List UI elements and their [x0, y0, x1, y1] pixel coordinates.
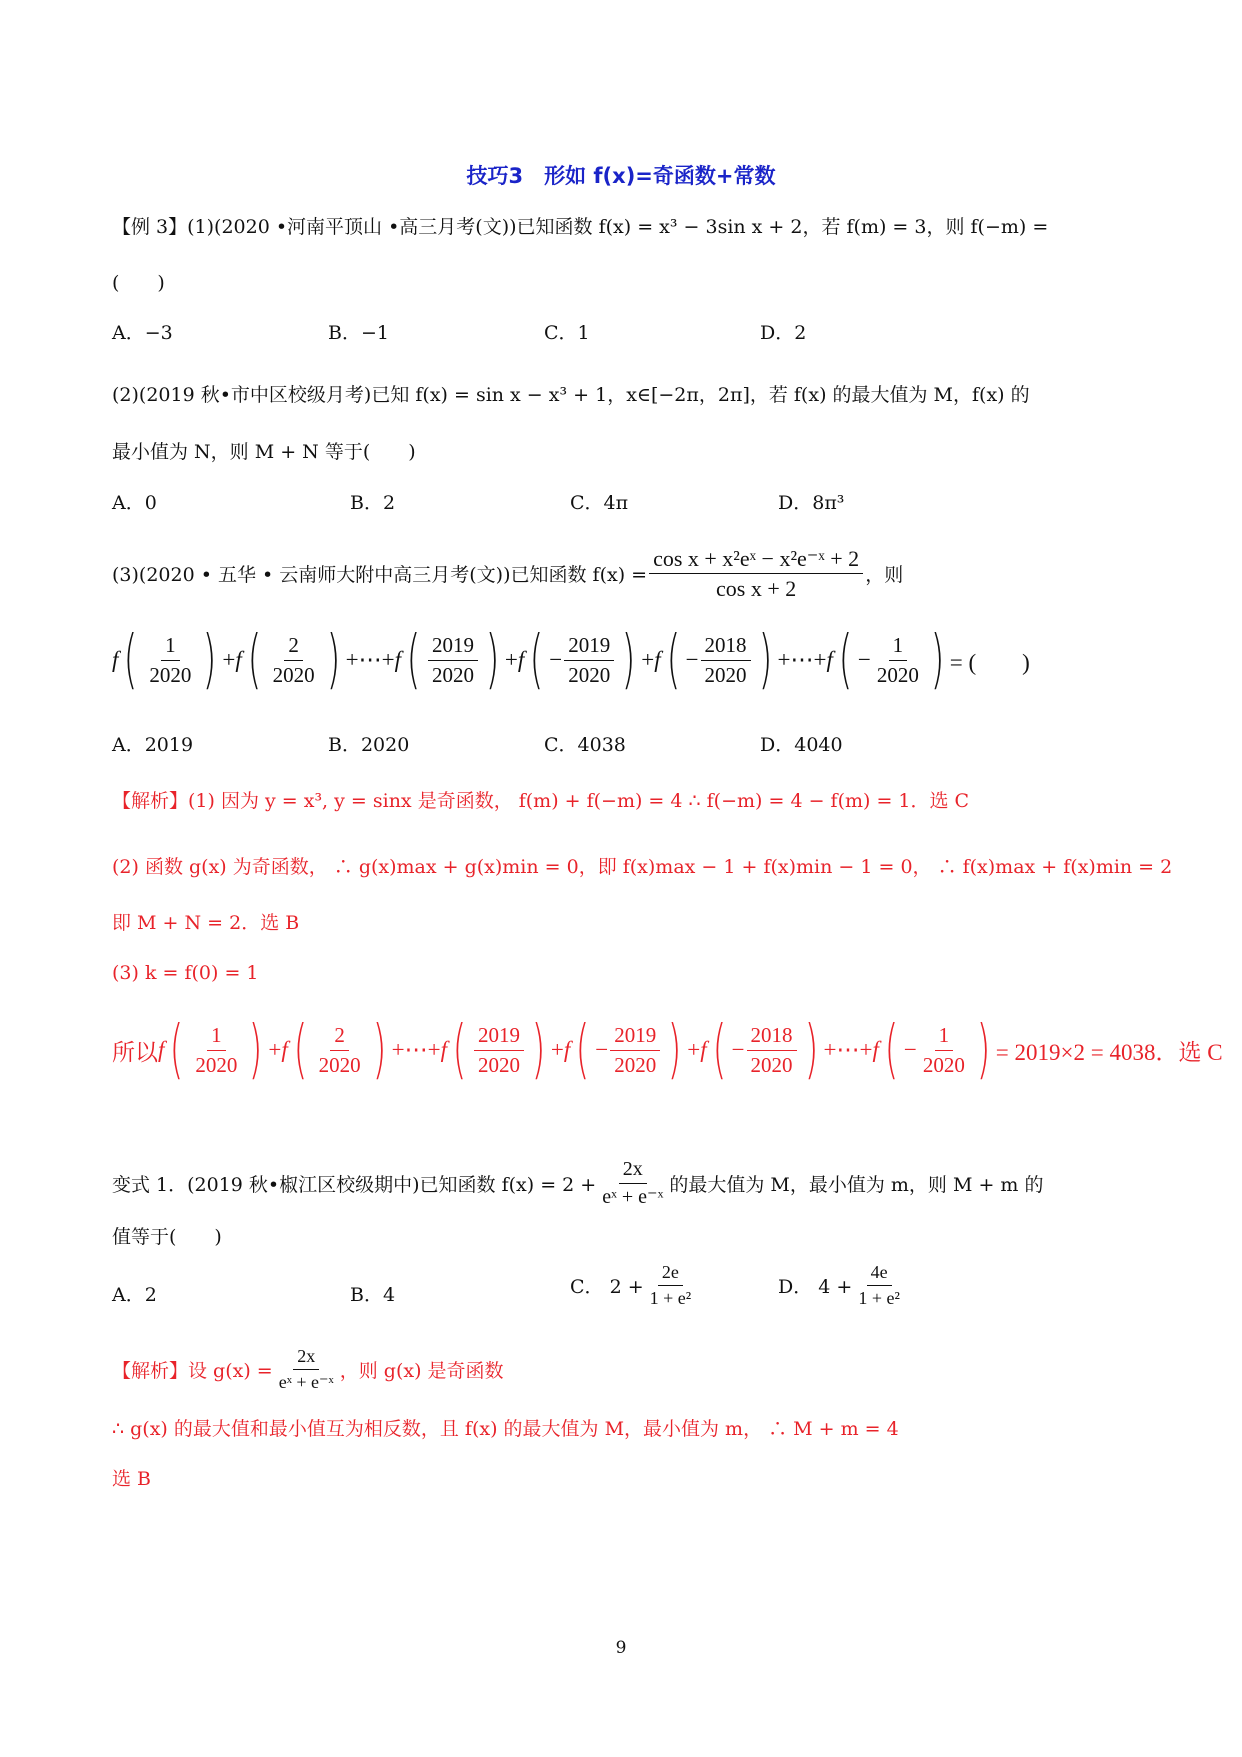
sum-term-denominator: 2020	[750, 1052, 793, 1077]
sum-term-sign: −	[685, 647, 699, 672]
sum-operator: +⋯+	[777, 647, 827, 672]
variant1-line2: 值等于( )	[112, 1226, 222, 1248]
variant1-option-c-prefix: C． 2 +	[570, 1275, 644, 1298]
sum-term-fraction	[191, 1023, 241, 1076]
q3-line1	[112, 546, 903, 602]
sum-term-fraction	[269, 633, 319, 686]
solution-3-line1: (3) k = f(0) = 1	[112, 962, 259, 984]
sum-term-numerator: 2019	[610, 1023, 660, 1050]
left-paren: (	[712, 1013, 726, 1087]
page-number: 9	[615, 1638, 627, 1658]
q3-fraction-denominator: cos x + 2	[716, 576, 797, 602]
sum-function-f: f	[112, 647, 119, 672]
variant1-option-d-numerator: 4e	[867, 1262, 892, 1286]
variant1-solution-line1	[112, 1346, 504, 1392]
right-paren: )	[758, 623, 772, 697]
left-paren: (	[884, 1013, 899, 1087]
sum-term-fraction	[610, 1023, 660, 1076]
variant1-solution-line2: ∴ g(x) 的最大值和最小值互为相反数，且 f(x) 的最大值为 M，最小值为 m， ∴ M + m = 4	[112, 1418, 899, 1440]
right-paren: )	[976, 1013, 991, 1087]
sum-function-f: f	[563, 1037, 571, 1062]
sum-term-fraction	[474, 1023, 524, 1076]
sum-term-numerator: 1	[207, 1023, 226, 1050]
variant1-fraction	[598, 1158, 667, 1209]
left-paren: (	[406, 623, 421, 697]
variant1-option-c-fraction	[646, 1262, 696, 1308]
sum-term-numerator: 1	[935, 1023, 954, 1050]
q2-line1: (2)(2019 秋•市中区校级月考)已知 f(x) = sin x − x³ + 1，x∈[−2π，2π]，若 f(x) 的最大值为 M，f(x) 的	[112, 384, 1030, 406]
q3-fraction-numerator: cos x + x²eˣ − x²e⁻ˣ + 2	[649, 546, 863, 574]
variant1-option-c-denominator: 1 + e²	[649, 1287, 692, 1308]
variant1-option-d-fraction	[854, 1262, 904, 1308]
sum-term-sign: −	[903, 1037, 917, 1062]
q2-option-d: D．8π³	[778, 492, 845, 514]
example3-answer-paren: ( )	[112, 272, 165, 294]
solution-3-sum	[112, 1013, 1223, 1087]
q3-option-b: B．2020	[328, 734, 410, 756]
variant1-fraction-numerator: 2x	[619, 1158, 647, 1184]
q3-fraction	[649, 546, 863, 602]
variant1-option-d-denominator: 1 + e²	[858, 1287, 900, 1308]
sum-function-f: f	[700, 1037, 707, 1062]
right-paren: )	[202, 623, 217, 697]
q3-option-a: A．2019	[112, 734, 194, 756]
sum-function-f: f	[394, 647, 401, 672]
sum-term-fraction	[919, 1023, 969, 1076]
sum-term-sign: −	[549, 647, 563, 672]
sum-operator: +⋯+	[823, 1037, 873, 1062]
sum-term-numerator: 2019	[564, 633, 614, 660]
solution-2-line1: (2) 函数 g(x) 为奇函数， ∴ g(x)max + g(x)min = 0，即 f(x)max − 1 + f(x)min − 1 = 0， ∴ f(x)max + f(x)min = 2	[112, 856, 1173, 878]
right-paren: )	[531, 1013, 546, 1087]
sum-operator: +	[504, 647, 518, 672]
sum-term-numerator: 2	[330, 1023, 349, 1050]
sum-term-denominator: 2020	[318, 1052, 361, 1077]
solution-1: 【解析】(1) 因为 y = x³, y = sinx 是奇函数， f(m) + f(−m) = 4 ∴ f(−m) = 4 − f(m) = 1．选 C	[112, 790, 970, 812]
sum-tail: = ( )	[949, 649, 1030, 675]
sum-prefix: 所以	[112, 1039, 158, 1065]
sum-function-f: f	[654, 647, 661, 672]
right-paren: )	[485, 623, 500, 697]
sum-term-denominator: 2020	[614, 1052, 657, 1077]
sum-term-sign: −	[595, 1037, 609, 1062]
right-paren: )	[326, 623, 341, 697]
q2-option-a: A．0	[112, 492, 157, 514]
sum-term-fraction	[747, 1023, 797, 1076]
q3-prefix: (3)(2020 • 五华 • 云南师大附中高三月考(文))已知函数 f(x) =	[112, 564, 648, 587]
sum-term-numerator: 2019	[474, 1023, 524, 1050]
sum-term-fraction	[873, 633, 923, 686]
variant1-option-c	[570, 1262, 697, 1308]
variant1-solution-suffix: ，则 g(x) 是奇函数	[339, 1359, 504, 1382]
sum-function-f: f	[281, 1037, 288, 1062]
right-paren: )	[248, 1013, 263, 1087]
sum-operator: +⋯+	[345, 647, 395, 672]
left-paren: (	[247, 623, 262, 697]
sum-term-denominator: 2020	[568, 662, 611, 687]
sum-term-numerator: 1	[889, 633, 908, 660]
sum-term-fraction	[428, 633, 478, 686]
sum-term-fraction	[315, 1023, 365, 1076]
variant1-prefix: 变式 1．(2019 秋•椒江区校级期中)已知函数 f(x) = 2 +	[112, 1174, 597, 1196]
variant1-solution-numerator: 2x	[293, 1346, 319, 1370]
q1-option-b: B．−1	[328, 322, 389, 344]
variant1-solution-prefix: 【解析】设 g(x) =	[112, 1359, 273, 1382]
left-paren: (	[293, 1013, 308, 1087]
variant1-solution-line3: 选 B	[112, 1468, 152, 1490]
q3-suffix: ，则	[865, 564, 904, 587]
sum-operator: +⋯+	[391, 1037, 441, 1062]
right-paren: )	[372, 1013, 387, 1087]
q3-option-c: C．4038	[544, 734, 626, 756]
sum-function-f: f	[517, 647, 525, 672]
sum-term-sign: −	[857, 647, 871, 672]
left-paren: (	[170, 1013, 184, 1087]
sum-operator: +	[687, 1037, 701, 1062]
sum-operator: +	[222, 647, 236, 672]
variant1-option-d	[778, 1262, 906, 1308]
sum-term-numerator: 2018	[701, 633, 751, 660]
sum-term-denominator: 2020	[431, 662, 474, 687]
sum-term-denominator: 2020	[704, 662, 747, 687]
sum-function-f: f	[235, 647, 242, 672]
variant1-solution-denominator: eˣ + e⁻ˣ	[278, 1371, 334, 1392]
q2-option-b: B．2	[350, 492, 396, 514]
sum-function-f: f	[872, 1037, 879, 1062]
left-paren: (	[575, 1013, 590, 1087]
sum-function-f: f	[826, 647, 833, 672]
section-title: 技巧3 形如 f(x)=奇函数+常数	[466, 164, 776, 188]
sum-operator: +	[550, 1037, 564, 1062]
sum-term-numerator: 1	[161, 633, 180, 660]
left-paren: (	[666, 623, 680, 697]
sum-term-sign: −	[731, 1037, 745, 1062]
variant1-option-c-numerator: 2e	[658, 1262, 683, 1286]
q1-option-c: C．1	[544, 322, 590, 344]
left-paren: (	[838, 623, 853, 697]
variant1-line1	[112, 1158, 1043, 1209]
left-paren: (	[124, 623, 138, 697]
sum-tail: = 2019×2 = 4038．选 C	[995, 1039, 1223, 1065]
sum-term-numerator: 2018	[747, 1023, 797, 1050]
example3-line1: 【例 3】(1)(2020 •河南平顶山 •高三月考(文))已知函数 f(x) = x³ − 3sin x + 2，若 f(m) = 3，则 f(−m) =	[112, 216, 1049, 238]
q3-option-d: D．4040	[760, 734, 843, 756]
left-paren: (	[452, 1013, 467, 1087]
sum-function-f: f	[440, 1037, 447, 1062]
right-paren: )	[621, 623, 636, 697]
left-paren: (	[529, 623, 544, 697]
sum-operator: +	[268, 1037, 282, 1062]
sum-term-numerator: 2019	[428, 633, 478, 660]
variant1-fraction-denominator: eˣ + e⁻ˣ	[602, 1186, 664, 1208]
q2-line2: 最小值为 N，则 M + N 等于( )	[112, 441, 416, 463]
sum-function-f: f	[158, 1037, 165, 1062]
q1-option-a: A．−3	[112, 322, 173, 344]
right-paren: )	[804, 1013, 818, 1087]
sum-term-denominator: 2020	[272, 662, 315, 687]
q1-option-d: D．2	[760, 322, 807, 344]
sum-term-denominator: 2020	[149, 662, 192, 687]
variant1-option-a: A．2	[112, 1284, 157, 1306]
q2-option-c: C．4π	[570, 492, 629, 514]
sum-term-numerator: 2	[284, 633, 303, 660]
variant1-suffix: 的最大值为 M，最小值为 m，则 M + m 的	[669, 1174, 1044, 1196]
sum-term-fraction	[701, 633, 751, 686]
right-paren: )	[930, 623, 945, 697]
sum-term-denominator: 2020	[922, 1052, 965, 1077]
right-paren: )	[667, 1013, 682, 1087]
sum-term-fraction	[564, 633, 614, 686]
variant1-option-b: B．4	[350, 1284, 396, 1306]
sum-term-denominator: 2020	[477, 1052, 520, 1077]
variant1-option-d-prefix: D． 4 +	[778, 1275, 853, 1298]
sum-term-denominator: 2020	[195, 1052, 238, 1077]
sum-term-fraction	[145, 633, 195, 686]
solution-2-line2: 即 M + N = 2．选 B	[112, 912, 300, 934]
sum-term-denominator: 2020	[876, 662, 919, 687]
variant1-solution-fraction	[275, 1346, 338, 1392]
q3-sum-expression	[112, 623, 1030, 697]
sum-operator: +	[641, 647, 655, 672]
